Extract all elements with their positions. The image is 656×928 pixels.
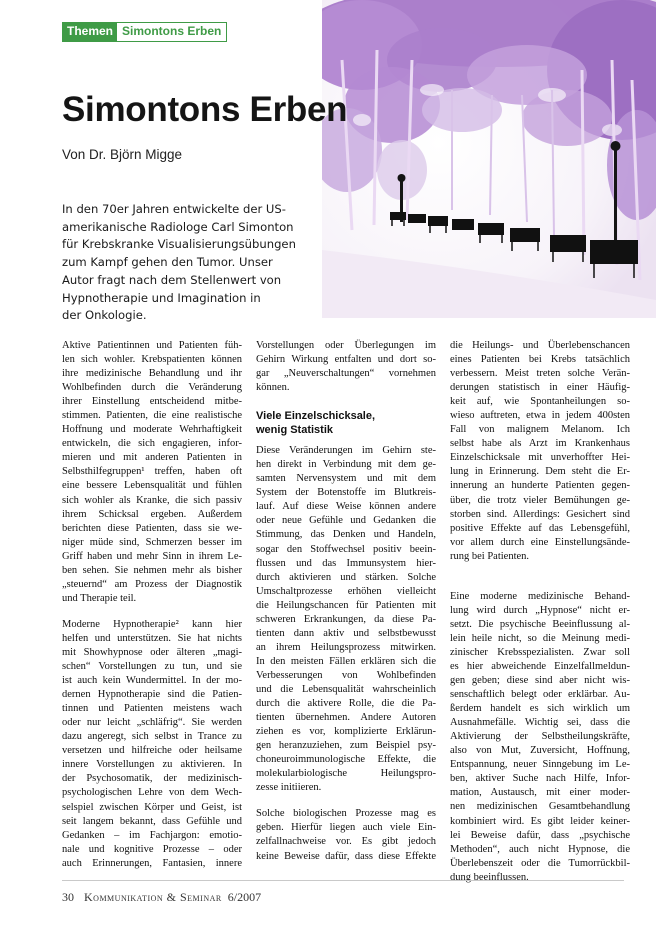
body-line: helfen und unterstützen. Sie hat nichts bbox=[62, 632, 242, 644]
body-line: der Psychosomatik, der medizinisch- bbox=[62, 773, 242, 785]
body-line: derungen statistisch in einer Häufig- bbox=[450, 382, 630, 394]
body-line: durch die aktivere Rolle, die die Pa- bbox=[256, 698, 436, 710]
body-line: Diese Veränderungen im Gehirn ste- bbox=[256, 445, 436, 457]
body-line: zinischer Krebsspezialisten. Zwar soll bbox=[450, 646, 630, 658]
body-line: ihrer Einstellung entscheidend mitbe- bbox=[62, 396, 242, 408]
body-line: keine Beweise dafür, dass diese Effekte bbox=[256, 850, 436, 862]
paragraph bbox=[62, 339, 242, 606]
body-line: „steuernd“ am Prozess der Diagnostik bbox=[62, 578, 242, 590]
body-line: nen medizinischen Gesamtbehandlung bbox=[450, 801, 630, 813]
subheading-line: Viele Einzelschicksale, bbox=[256, 410, 376, 423]
header-photo bbox=[322, 0, 656, 318]
body-line: Überlebenszeit oder die Tumorrückbil- bbox=[450, 857, 630, 869]
paragraph bbox=[256, 339, 436, 395]
body-line: samten Nervensystem und mit dem bbox=[256, 473, 436, 485]
body-line: können. bbox=[256, 382, 290, 394]
subheading-line: wenig Statistik bbox=[256, 424, 334, 437]
body-line: Stimmung, das Denken und Handeln, bbox=[256, 529, 436, 541]
body-line: nale und kognitive Prozesse – oder bbox=[62, 843, 242, 855]
body-line: Wohlbefinden durch die Veränderung bbox=[62, 382, 242, 394]
body-line: schweren Erkrankungen, da diese Pa- bbox=[256, 613, 436, 625]
body-line: lung wird durch „Hypnose“ nicht er- bbox=[450, 604, 630, 616]
body-line: mit Showhypnose oder älteren „magi- bbox=[62, 646, 242, 658]
body-line: Entspannung, neuer Sinngebung im Le- bbox=[450, 759, 630, 771]
body-line: wieso auftreten, etwa in jedem 400sten bbox=[450, 410, 630, 422]
body-line: ziehen es vor, komplizierte Erklärun- bbox=[256, 726, 436, 738]
intro-line: Autor fragt nach dem Stellenwert von bbox=[62, 272, 282, 287]
article-title: Simontons Erben bbox=[62, 90, 348, 129]
body-line: dazu angeregt, sich selbst in Trance zu bbox=[62, 731, 242, 743]
body-line: tinnen und Patienten meistens wach bbox=[62, 703, 242, 715]
body-line: schen“ Vorstellungen zu tun, und sie bbox=[62, 661, 242, 673]
body-line: tienten übernehmen. Andere Autoren bbox=[256, 712, 436, 724]
body-line: innerung an hunderte Patienten gegen- bbox=[450, 480, 630, 492]
paragraph bbox=[450, 590, 630, 885]
body-line: die Heilungschancen für Patienten mit bbox=[256, 599, 436, 611]
body-line: Hoffnung und moderate Wehrhaftigkeit bbox=[62, 424, 242, 436]
body-line: berichten diese Patienten, dass sie we- bbox=[62, 522, 242, 534]
body-line: Eine moderne medizinische Behand- bbox=[450, 590, 630, 602]
body-line: es hier abweichende Einzelfallmeldun- bbox=[450, 660, 630, 672]
page-footer bbox=[62, 890, 261, 905]
body-line: Umschaltprozesse erhöhen vielleicht bbox=[256, 585, 436, 597]
body-line: selbst habe als Arzt im Krankenhaus bbox=[450, 438, 630, 450]
body-line: senschaftlich belegt oder erklärbar. Au- bbox=[450, 689, 630, 701]
paragraph bbox=[256, 807, 436, 863]
section-tag bbox=[62, 22, 227, 42]
paragraph bbox=[450, 339, 630, 564]
body-line: psychologischen Lehre von dem Wech- bbox=[62, 787, 242, 799]
body-line: versetzen und hilfreiche oder heilsame bbox=[62, 745, 242, 757]
intro-line: In den 70er Jahren entwickelte der US- bbox=[62, 202, 286, 216]
body-line: sogar den Stoffwechsel positiv beein- bbox=[256, 543, 436, 555]
body-line: zelfallnachweise vor. Es gibt jedoch bbox=[256, 836, 436, 848]
body-line: durch aktivieren und stärken. Solche bbox=[256, 571, 436, 583]
body-line: innere Vorstellungen zu aktivieren. In bbox=[62, 759, 242, 771]
article-intro bbox=[62, 201, 312, 325]
body-line: und die Lebensqualität wahrscheinlich bbox=[256, 683, 436, 695]
body-line: Einzelschicksale mit unverhoffter Hei- bbox=[450, 452, 630, 464]
paragraph bbox=[256, 444, 436, 795]
body-line: eine bessere Lebensqualität und fühlen bbox=[62, 480, 242, 492]
body-line: Gedanken – im Fachjargon: emotio- bbox=[62, 829, 242, 841]
body-line: System der Botenstoffe im Blutkreis- bbox=[256, 487, 436, 499]
body-line: mation, Austausch, mit einer moder- bbox=[450, 787, 630, 799]
body-line: tienten dann aktiv und selbstbewusst bbox=[256, 627, 436, 639]
body-line: Solche biologischen Prozesse mag es bbox=[256, 808, 436, 820]
body-line: choneuroimmunologische Effekte, die bbox=[256, 754, 436, 766]
body-line: entwickeln, die sich engagieren, infor- bbox=[62, 438, 242, 450]
body-line: an ihrem Heilungsprozess mitwirken. bbox=[256, 641, 436, 653]
body-line: gen heranzuziehen, zum Beispiel psy- bbox=[256, 740, 436, 752]
body-line: also von Mut, Zuversicht, Hoffnung, bbox=[450, 745, 630, 757]
body-line: selspiel zwischen Körper und Geist, ist bbox=[62, 801, 242, 813]
body-line: Vorstellungen oder Überlegungen im bbox=[256, 340, 436, 351]
intro-line: für Krebskranke Visualisierungsübungen bbox=[62, 237, 296, 252]
section-tag-topic: Simontons Erben bbox=[122, 24, 222, 38]
body-line: seit langem bekannt, dass Gefühle und bbox=[62, 815, 242, 827]
body-line: ihre medizinische Behandlung und ihr bbox=[62, 368, 242, 380]
body-line: sich wohler als Kranke, die sich passiv bbox=[62, 494, 242, 506]
body-line: über, die trotz vieler Bemühungen ge- bbox=[450, 494, 630, 506]
body-line: Gehirn Wirkung entfalten und dort so- bbox=[256, 354, 436, 366]
body-line: ben sehen. Sie nehmen mehr als bisher bbox=[62, 564, 242, 576]
body-line: len sich wohler. Krebspatienten können bbox=[62, 354, 242, 366]
body-line: ist auch kein Wundermittel. In der mo- bbox=[62, 675, 242, 687]
body-line: Aktivierung der Selbstheilungskräfte, bbox=[450, 731, 630, 743]
body-line: vor allem durch eine Einstellungsände- bbox=[450, 536, 630, 548]
body-line: rung bei Patienten. bbox=[450, 550, 530, 562]
body-line: stimmen. Patienten, die eine realistische bbox=[62, 410, 242, 422]
intro-line: amerikanische Radiologe Carl Simonton bbox=[62, 219, 294, 234]
section-tag-label: Themen bbox=[63, 23, 117, 41]
intro-line: der Onkologie. bbox=[62, 308, 147, 323]
body-line: lauf. Auf diese Weise können andere bbox=[256, 501, 436, 513]
body-line: lei Beweise dafür, dass „psychische bbox=[450, 829, 630, 841]
body-line: oder neue Gefühle und Gedanken die bbox=[256, 515, 436, 527]
body-line: positive Effekte auf das Lebensgefühl, bbox=[450, 522, 630, 534]
body-line: ihrem Schicksal ergeben. Außerdem bbox=[62, 508, 242, 520]
body-line: molekularbiologische Heilungspro- bbox=[256, 768, 436, 780]
body-line: dernen Hypnotherapie sind die Patien- bbox=[62, 689, 242, 701]
body-line: In den meisten Fällen erklären sich die bbox=[256, 655, 436, 667]
body-line: Moderne Hypnotherapie² kann hier bbox=[62, 618, 242, 630]
intro-line: Hypnotherapie und Imagination in bbox=[62, 290, 261, 305]
footer-rule bbox=[62, 880, 624, 881]
body-line: ben, aktiver Suche nach Hilfe, Infor- bbox=[450, 773, 630, 785]
body-line: gen geben; diese sind aber nicht wis- bbox=[450, 675, 630, 687]
body-line: verbessern. Meist treten solche Verän- bbox=[450, 368, 630, 380]
issue-number: 6/2007 bbox=[227, 890, 262, 904]
body-line: die Heilungs- und Überlebenschancen bbox=[450, 340, 630, 351]
paragraph bbox=[62, 618, 242, 871]
body-line: geben. Hierfür liegen auch viele Ein- bbox=[256, 822, 436, 834]
body-line: Fall von malignem Melanom. Ich bbox=[450, 424, 630, 436]
body-line: Verbesserungen von Wohlbefinden bbox=[256, 669, 436, 681]
body-line: Griff haben und mehr Sinn in ihrem Le- bbox=[62, 550, 242, 562]
body-line: auch Erinnerungen, Fantasien, innere bbox=[62, 857, 242, 869]
body-line: Methoden“, auch nicht Hypnose, die bbox=[450, 843, 630, 855]
body-line: oder nur leicht „schläfrig“. Sie werden bbox=[62, 717, 242, 729]
text-column-2 bbox=[256, 339, 436, 864]
body-line: kombiniert wird. Es gibt leider keiner- bbox=[450, 815, 630, 827]
body-line: Aktive Patientinnen und Patienten füh- bbox=[62, 340, 242, 351]
body-line: dung beeinflussen. bbox=[450, 871, 529, 883]
text-column-1 bbox=[62, 339, 242, 871]
page-number: 30 bbox=[62, 890, 74, 904]
article-author: Von Dr. Björn Migge bbox=[62, 147, 183, 162]
body-line: Selbsthilfegruppen¹ treffen, haben oft bbox=[62, 466, 242, 478]
body-line: hen direkt in Verbindung mit dem ge- bbox=[256, 459, 436, 471]
body-line: eines Patienten bei Krebs tatsächlich bbox=[450, 354, 630, 366]
body-line: keit auf, wie Spontanheilungen so- bbox=[450, 396, 630, 408]
body-line: zesse initiieren. bbox=[256, 782, 322, 794]
publication-name: Kommunikation & Seminar bbox=[84, 890, 222, 904]
subheading bbox=[256, 409, 436, 437]
body-line: ßerdem handelt es sich wirklich um bbox=[450, 703, 630, 715]
body-line: lung in Erinnerung. Dem steht die Er- bbox=[450, 466, 630, 478]
body-line: setzt. Die psychische Beeinflussung al- bbox=[450, 618, 630, 630]
text-column-3 bbox=[450, 339, 630, 885]
body-line: flussen und das Immunsystem hier- bbox=[256, 557, 436, 569]
body-line: Ausnahmefälle. Wichtig sei, dass die bbox=[450, 717, 630, 729]
body-line: storben sind. Allerdings: Gesichert sind bbox=[450, 508, 630, 520]
body-line: mieren und mit anderen Patienten in bbox=[62, 452, 242, 464]
body-line: und Therapie teil. bbox=[62, 592, 137, 604]
body-line: lein heile nicht, so die Meinung medi- bbox=[450, 632, 630, 644]
intro-line: zum Kampf gehen den Tumor. Unser bbox=[62, 255, 273, 270]
body-line: gar „Neuverschaltungen“ vornehmen bbox=[256, 368, 436, 380]
body-line: niger müde sind, Schmerzen besser im bbox=[62, 536, 242, 548]
